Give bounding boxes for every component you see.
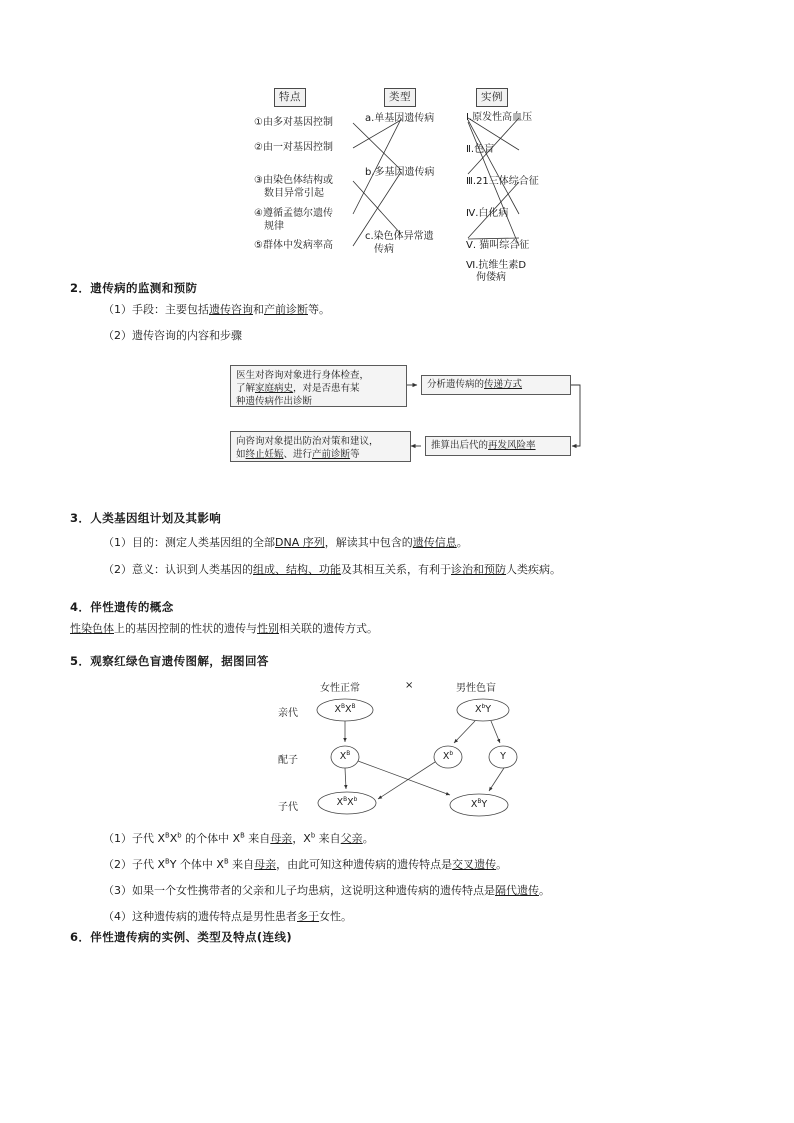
s2-i1-suffix: 等。: [308, 303, 330, 316]
q2-underline-2: 交叉遗传: [452, 858, 497, 871]
row-label-gamete: 配子: [278, 755, 298, 766]
node-gamete-male-y-label: Y: [500, 751, 506, 762]
flow-box3-underline: 再发风险率: [488, 440, 536, 451]
q1-sup-2: b: [177, 831, 182, 840]
q4-pre: （4）这种遗传病的遗传特点是男性患者: [103, 910, 297, 923]
arrow-gamete-female-to-child-female: [345, 768, 346, 789]
link-feature1-to-type-b: [353, 123, 401, 170]
example-item-1: Ⅰ.原发性高血压: [466, 112, 533, 123]
colorblindness-pedigree-diagram: [270, 676, 560, 826]
section-4-heading: 4．伴性遗传的概念: [70, 600, 174, 614]
q1-mid-4: ，X: [292, 832, 311, 845]
q2-mid-2: 来自: [228, 858, 255, 871]
flow-box1-line2: [236, 382, 401, 395]
s3-i2-pre: （2）意义：认识到人类基因的: [103, 563, 253, 576]
q1-mid-5: 来自: [315, 832, 341, 845]
arrow-pmale-to-xb: [454, 721, 475, 743]
flow-box4-line1: 向咨询对象提出防治对策和建议，: [236, 436, 379, 447]
q1-sup-1: B: [165, 831, 170, 840]
flow-box2-underline: 传递方式: [484, 379, 523, 390]
flow-box4-line2-mid: 、进行: [283, 449, 313, 460]
feature-item-1: ①由多对基因控制: [254, 117, 333, 128]
feature-item-4-cont: 规律: [264, 221, 284, 232]
s3-i1-underline-1: DNA 序列: [275, 536, 325, 549]
caption-male-colorblind: 男性色盲: [456, 683, 496, 694]
flow-box4-line2-post: 等: [350, 449, 360, 460]
s2-i1-prefix: （1）手段：主要包括: [103, 303, 209, 316]
genetic-counseling-flowchart: [225, 362, 585, 482]
q2-mid-3: ，由此可知这种遗传病的遗传特点是: [276, 858, 453, 871]
s3-i1-post: 。: [456, 536, 468, 549]
s3-i1-pre: （1）目的：测定人类基因组的全部: [103, 536, 275, 549]
q3-underline: 隔代遗传: [495, 884, 539, 897]
q1-sup-4: b: [310, 831, 316, 840]
q1-pre: （1）子代 X: [103, 832, 166, 845]
q1-mid-3: 来自: [244, 832, 271, 845]
example-item-2: Ⅱ.色盲: [466, 144, 495, 155]
section-5-heading: 5．观察红绿色盲遗传图解，据图回答: [70, 654, 269, 668]
flow-box1-line3: 种遗传病作出诊断: [236, 396, 313, 407]
genetic-disease-matching-diagram: [254, 88, 585, 283]
q2-sup-2: B: [223, 857, 229, 866]
node-child-female-label: $X^BX^b$: [336, 796, 358, 808]
flow-box2-pre: 分析遗传病的: [427, 379, 485, 390]
q3-post: 。: [539, 884, 550, 897]
flow-box-analyze-inheritance: [421, 375, 571, 395]
arrow-xb-to-child-female: [378, 762, 435, 799]
q1-post: 。: [362, 832, 374, 845]
q1-underline-2: 父亲: [340, 832, 363, 845]
s3-i2-underline-1: 组成、结构、功能: [253, 563, 341, 576]
q4-underline: 多于: [297, 910, 319, 923]
s4-mid: 上的基因控制的性状的遗传与: [114, 622, 257, 635]
arrow-box2-to-box3: [570, 385, 580, 446]
node-gamete-female-label: $X^B$: [339, 750, 351, 762]
link-feature3-to-type-c: [353, 181, 401, 234]
s2-i1-mid: 和: [253, 303, 264, 316]
flow-box4-line2-pre: 如: [236, 449, 246, 460]
feature-item-3: ③由染色体结构或: [254, 175, 333, 186]
node-gamete-male-xb-label: $X^b$: [442, 750, 454, 762]
section-6-heading: 6．伴性遗传病的实例、类型及特点(连线): [70, 930, 293, 944]
q4-post: 女性。: [319, 910, 352, 923]
row-label-offspring: 子代: [278, 802, 298, 813]
example-item-6: Ⅵ.抗维生素D: [466, 260, 527, 271]
arrow-pmale-to-y: [491, 721, 500, 743]
type-item-a: a.单基因遗传病: [365, 113, 435, 124]
section-5-question-2: [103, 857, 507, 872]
flow-box-advice: [230, 431, 411, 462]
flow-box-diagnosis: [230, 365, 407, 407]
q1-sup-3: B: [240, 831, 245, 840]
feature-item-3-cont: 数目异常引起: [264, 188, 324, 199]
q2-mid-1: Y 个体中 X: [169, 858, 224, 871]
flow-box4-line2: [236, 448, 405, 461]
q2-post: 。: [496, 858, 508, 871]
q1-mid-2: 的个体中 X: [181, 832, 241, 845]
s4-underline-2: 性别: [257, 622, 279, 635]
section-2-item-2: （2）遗传咨询的内容和步骤: [103, 329, 242, 342]
section-3-item-2: [103, 562, 561, 577]
example-item-4: Ⅳ.白化病: [466, 208, 509, 219]
caption-female-normal: 女性正常: [320, 683, 360, 694]
s3-i1-mid: ，解读其中包含的: [324, 536, 413, 549]
arrow-y-to-child-male: [489, 768, 504, 791]
q1-underline-1: 母亲: [270, 832, 293, 845]
s4-post: 相关联的遗传方式。: [279, 622, 378, 635]
type-item-c: c.染色体异常遗: [365, 231, 434, 242]
section-5-question-4: [103, 909, 352, 924]
flow-box1-line1: 医生对咨询对象进行身体检查，: [236, 370, 370, 381]
q2-sup-1: B: [165, 857, 170, 866]
example-item-6-cont: 佝偻病: [476, 272, 506, 283]
section-2-heading: 2．遗传病的监测和预防: [70, 281, 198, 295]
s4-underline-1: 性染色体: [70, 622, 114, 635]
feature-item-5: ⑤群体中发病率高: [254, 240, 333, 251]
flow-box3-pre: 推算出后代的: [431, 440, 489, 451]
flow-box-estimate-risk: [425, 436, 571, 456]
s3-i2-post: 人类疾病。: [506, 563, 561, 576]
feature-item-4: ④遵循孟德尔遗传: [254, 208, 333, 219]
section-3-item-1: [103, 535, 468, 550]
link-type-c-to-example5: [468, 238, 519, 239]
node-parent-male-label: $X^bY$: [474, 703, 492, 715]
example-item-5: Ⅴ. 猫叫综合征: [466, 240, 530, 251]
arrow-gamete-female-to-child-male: [358, 761, 450, 795]
s2-i1-underline-1: 遗传咨询: [209, 303, 253, 316]
node-child-male-label: $X^BY$: [470, 798, 488, 810]
s2-i1-underline-2: 产前诊断: [264, 303, 308, 316]
q2-pre: （2）子代 X: [103, 858, 166, 871]
section-5-question-1: [103, 831, 374, 846]
row-label-parent: 亲代: [278, 708, 298, 719]
feature-item-2: ②由一对基因控制: [254, 142, 333, 153]
node-parent-female-label: $X^BX^B$: [334, 703, 356, 715]
column-header-types: 类型: [384, 88, 416, 107]
flow-box4-underline-1: 终止妊娠: [245, 449, 284, 460]
flow-box1-line2-underline: 家庭病史: [255, 383, 294, 394]
type-item-c-cont: 传病: [374, 244, 394, 255]
s3-i2-underline-2: 诊治和预防: [451, 563, 506, 576]
section-3-heading: 3．人类基因组计划及其影响: [70, 511, 222, 525]
q3-pre: （3）如果一个女性携带者的父亲和儿子均患病，这说明这种遗传病的遗传特点是: [103, 884, 495, 897]
q1-mid-1: X: [169, 832, 178, 845]
flow-box4-underline-2: 产前诊断: [312, 449, 351, 460]
q2-underline-1: 母亲: [254, 858, 277, 871]
section-5-question-3: [103, 883, 550, 898]
example-item-3: Ⅲ.21三体综合征: [466, 176, 539, 187]
type-item-b: b.多基因遗传病: [365, 167, 435, 178]
s3-i1-underline-2: 遗传信息: [412, 536, 457, 549]
column-header-features: 特点: [274, 88, 306, 107]
flow-box1-line2-pre: 了解: [236, 383, 256, 394]
flow-box1-line2-post: ，对是否患有某: [293, 383, 360, 394]
section-2-item-1: [103, 302, 330, 317]
section-4-body: [70, 621, 378, 636]
s3-i2-mid: 及其相互关系，有利于: [341, 563, 451, 576]
column-header-examples: 实例: [476, 88, 508, 107]
cross-symbol: ×: [405, 680, 414, 691]
